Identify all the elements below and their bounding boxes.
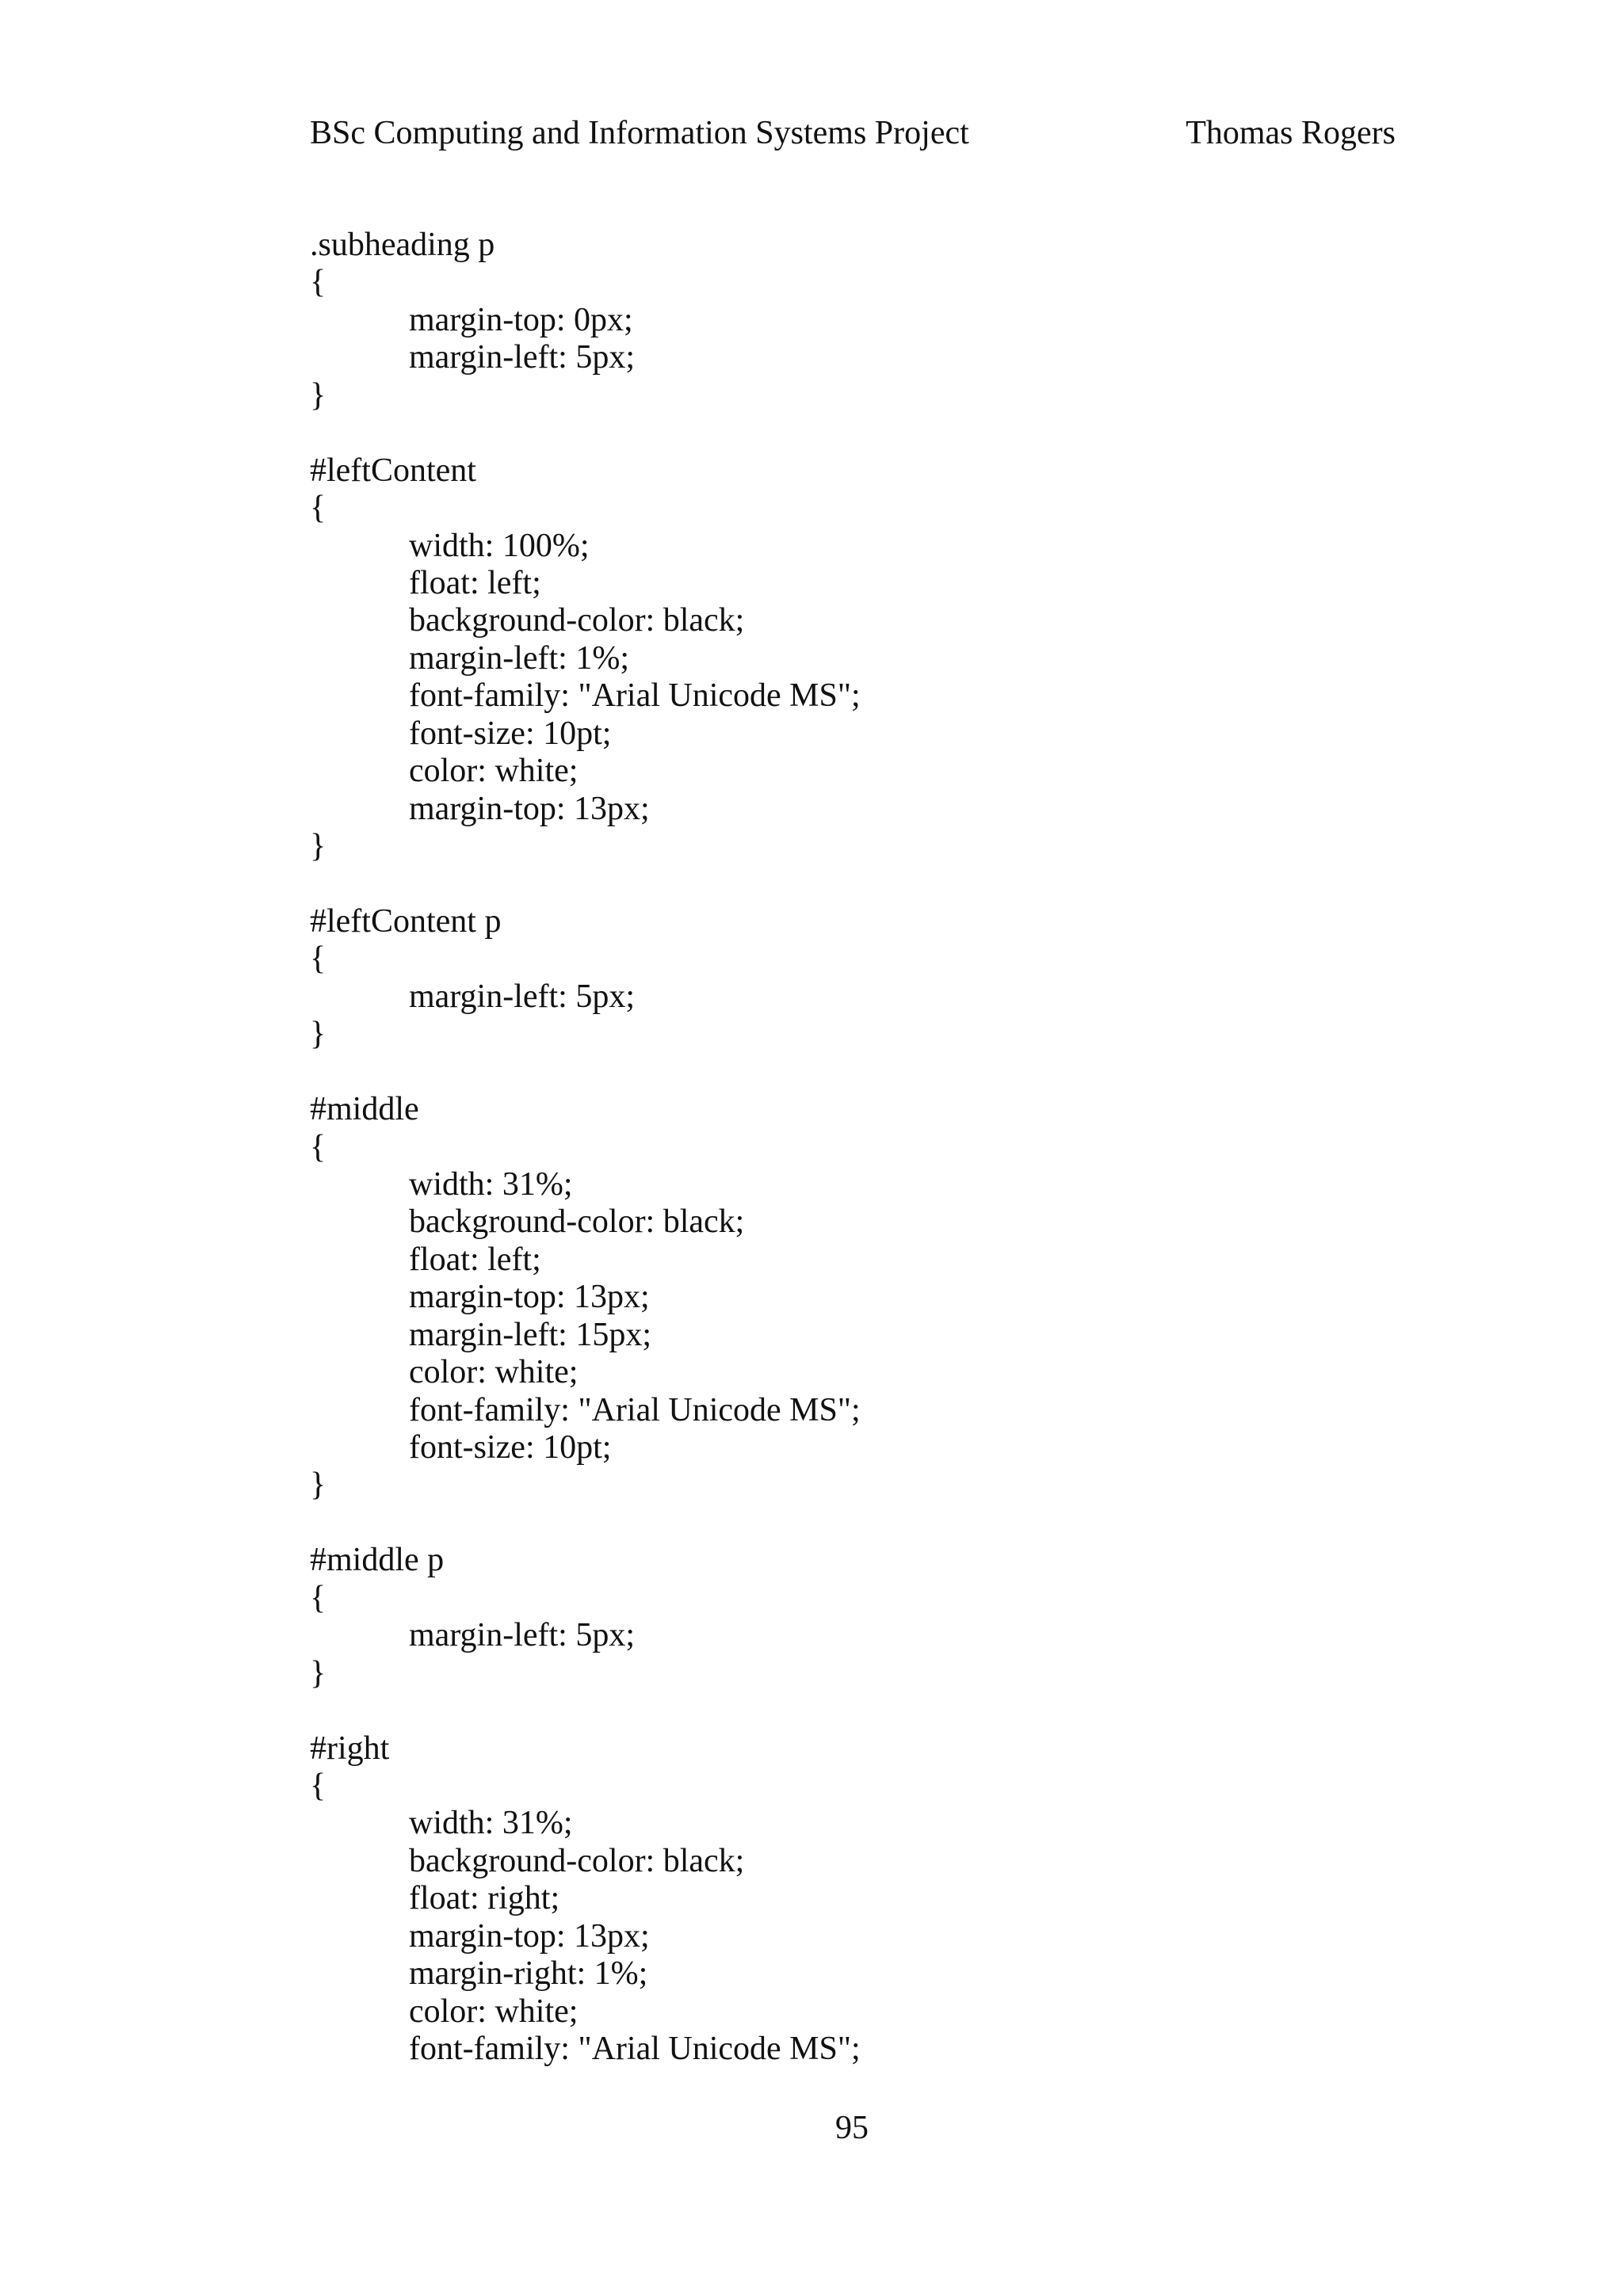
code-line: { (310, 940, 327, 978)
code-line: .subheading p (310, 227, 495, 263)
header-project-title: BSc Computing and Information Systems Project (310, 115, 969, 151)
blank-line (310, 865, 1419, 902)
code-line: #leftContent p (310, 902, 502, 940)
code-line: #leftContent (310, 452, 476, 489)
code-line: background-color: black; (409, 602, 745, 639)
code-line: margin-top: 0px; (409, 301, 633, 338)
code-line: { (310, 1767, 327, 1804)
code-line: margin-left: 1%; (409, 639, 629, 677)
code-line: width: 31%; (409, 1165, 573, 1203)
code-line: #right (310, 1730, 390, 1767)
code-line: color: white; (409, 1354, 579, 1391)
code-line: { (310, 1579, 327, 1616)
code-line: } (310, 1016, 327, 1053)
code-line: #middle (310, 1091, 419, 1128)
code-line: } (310, 1466, 327, 1504)
code-line: margin-left: 5px; (409, 339, 635, 376)
code-line: font-size: 10pt; (409, 1429, 612, 1466)
code-line: { (310, 490, 327, 527)
code-line: margin-top: 13px; (409, 1917, 650, 1955)
code-line: margin-top: 13px; (409, 1279, 650, 1316)
blank-line (310, 414, 1419, 452)
code-line: float: left; (409, 1241, 541, 1278)
code-line: color: white; (409, 1993, 579, 2030)
code-line: margin-right: 1%; (409, 1955, 648, 1993)
code-line: font-family: "Arial Unicode MS"; (409, 677, 861, 715)
code-line: margin-left: 5px; (409, 1617, 635, 1654)
css-code-listing (310, 227, 1419, 2068)
code-line: { (310, 264, 327, 301)
page-header (310, 109, 1396, 157)
code-line: background-color: black; (409, 1203, 745, 1241)
code-line: width: 31%; (409, 1805, 573, 1842)
code-line: #middle p (310, 1542, 445, 1579)
code-line: margin-top: 13px; (409, 790, 650, 827)
blank-line (310, 1692, 1419, 1730)
code-line: } (310, 376, 327, 414)
code-line: width: 100%; (409, 527, 590, 564)
code-line: font-size: 10pt; (409, 715, 612, 752)
code-line: } (310, 1654, 327, 1691)
page-number: 95 (835, 2110, 869, 2146)
code-line: float: right; (409, 1880, 560, 1917)
code-line: float: left; (409, 564, 541, 601)
code-line: { (310, 1128, 327, 1165)
header-author: Thomas Rogers (1186, 115, 1396, 151)
code-line: } (310, 828, 327, 864)
code-line: font-family: "Arial Unicode MS"; (409, 1391, 861, 1428)
blank-line (310, 1505, 1419, 1542)
code-line: margin-left: 15px; (409, 1316, 651, 1353)
code-line: margin-left: 5px; (409, 978, 635, 1015)
code-line: font-family: "Arial Unicode MS"; (409, 2031, 861, 2067)
code-line: color: white; (409, 753, 579, 790)
code-line: background-color: black; (409, 1842, 745, 1879)
blank-line (310, 1054, 1419, 1091)
